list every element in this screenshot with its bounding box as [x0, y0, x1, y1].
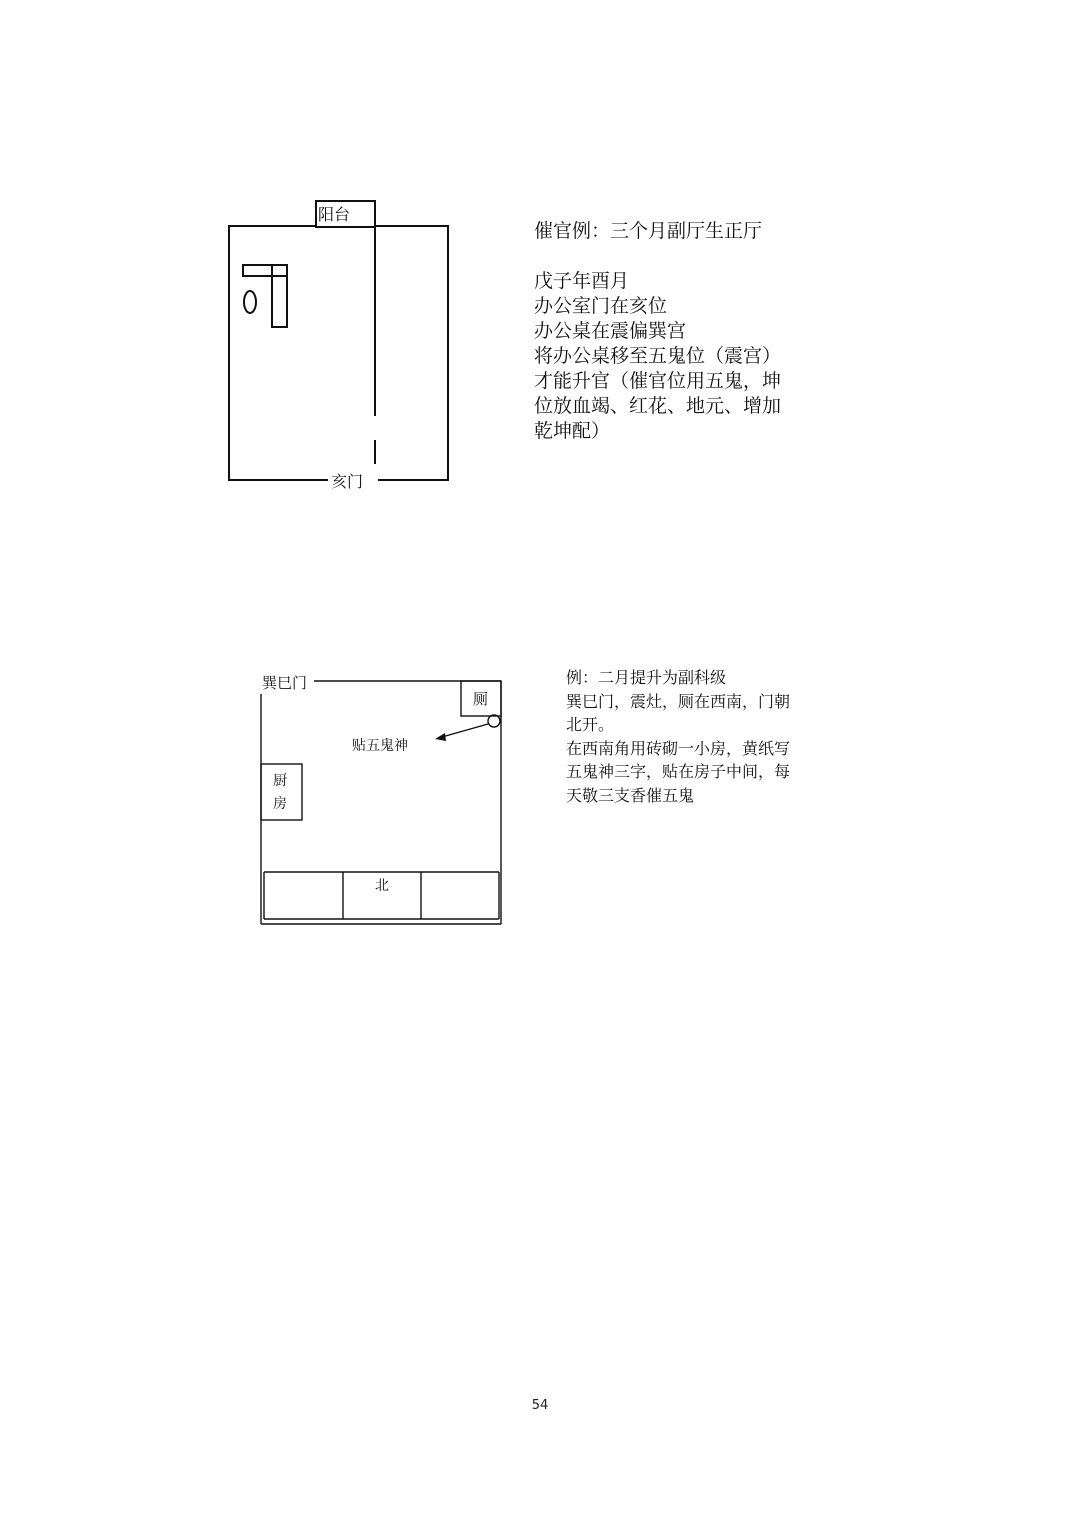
annotation-label: 贴五鬼神	[352, 738, 408, 754]
desk-side	[272, 265, 287, 327]
door-label: 亥门	[331, 472, 364, 491]
chair-icon	[244, 291, 256, 313]
kitchen-label-bottom: 房	[273, 796, 287, 812]
xun-si-door-label: 巽巳门	[262, 674, 308, 692]
office-floor-plan	[229, 201, 448, 491]
example2-line: 在西南角用砖砌一小房，黄纸写	[566, 738, 791, 758]
example1-text	[534, 219, 804, 444]
example1-line: 办公桌在震偏巽宫	[534, 320, 687, 342]
balcony-label: 阳台	[318, 205, 351, 224]
example1-line: 将办公桌移至五鬼位（震宫）	[534, 345, 782, 367]
example2-line: 例：二月提升为副科级	[566, 668, 727, 687]
example1-line: 戊子年酉月	[534, 270, 630, 292]
example1-line: 办公室门在亥位	[534, 295, 668, 317]
example1-title: 催官例：三个月副厅生正厅	[534, 220, 763, 242]
example2-line: 天敬三支香催五鬼	[566, 785, 695, 805]
arrow-head-icon	[435, 733, 446, 741]
example2-line: 五鬼神三字，贴在房子中间，每	[566, 762, 791, 781]
kitchen-label-top: 厨	[273, 773, 287, 789]
example2-line: 巽巳门，震灶，厕在西南，门朝	[566, 691, 791, 711]
desk-top	[243, 265, 287, 276]
example1-line: 乾坤配）	[534, 420, 611, 442]
north-label: 北	[375, 878, 389, 894]
example2-line: 北开。	[566, 715, 615, 734]
house-floor-plan	[261, 674, 501, 924]
example1-line: 才能升官（催官位用五鬼，坤	[534, 370, 782, 392]
example2-text	[566, 666, 816, 807]
arrow-line	[442, 724, 488, 737]
toilet-label: 厕	[473, 690, 489, 708]
room-wall-right	[375, 226, 448, 480]
example1-line: 位放血竭、红花、地元、增加	[534, 395, 782, 417]
small-room-circle	[488, 715, 500, 727]
page-number: 54	[531, 1398, 549, 1413]
